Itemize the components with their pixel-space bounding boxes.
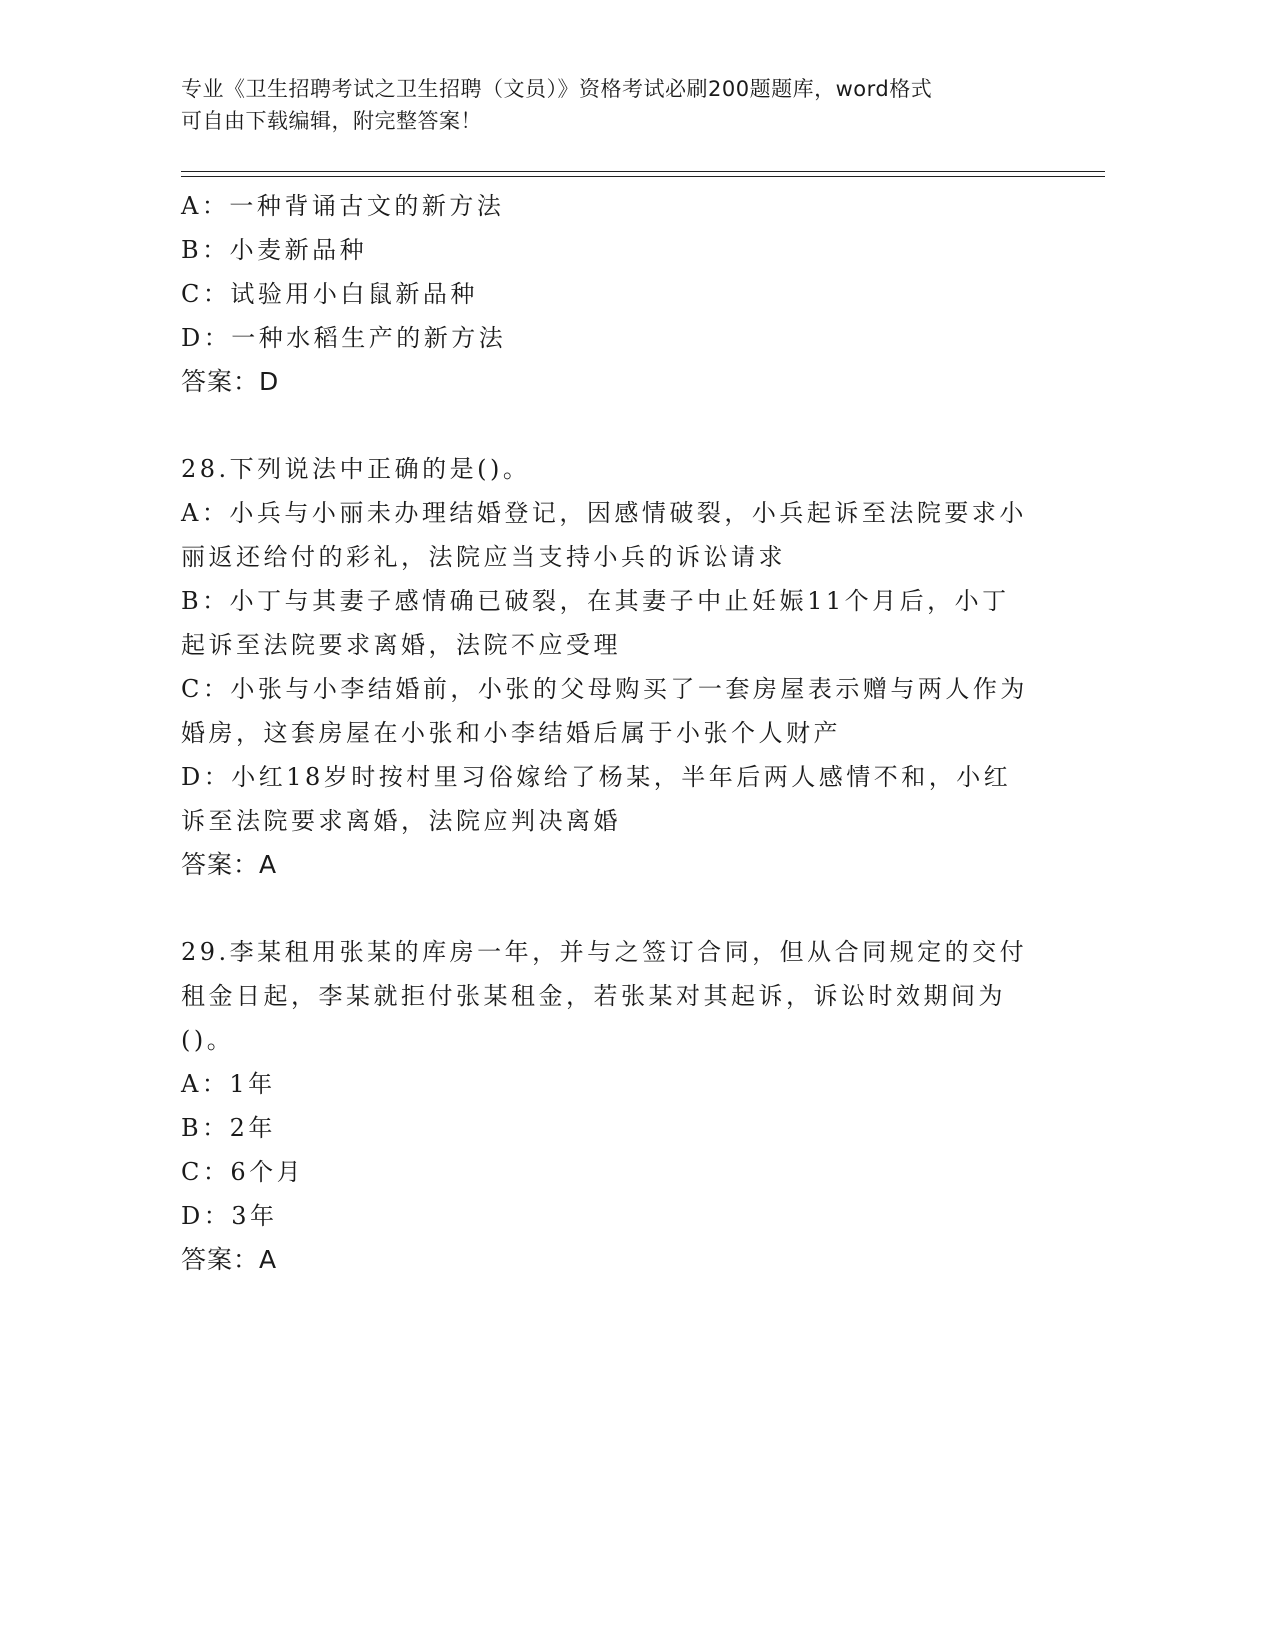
question-27-block (181, 184, 1041, 404)
q27-option-a: A：一种背诵古文的新方法 (181, 192, 505, 220)
q29-option-a: A：1年 (181, 1070, 276, 1098)
q28-option-a-line-2: 丽返还给付的彩礼，法院应当支持小兵的诉讼请求 (181, 543, 786, 571)
q29-question-line-3: ()。 (181, 1026, 235, 1054)
header-line-1: 专业《卫生招聘考试之卫生招聘（文员）》资格考试必刷200题题库，word格式 (181, 77, 933, 101)
q27-option-b: B：小麦新品种 (181, 236, 368, 264)
header-rule-top (181, 171, 1105, 172)
header-line-2: 可自由下载编辑，附完整答案！ (181, 109, 482, 133)
q29-question-line-1: 29.李某租用张某的库房一年，并与之签订合同，但从合同规定的交付 (181, 938, 1028, 966)
q27-option-c: C：试验用小白鼠新品种 (181, 280, 478, 308)
question-29-block (181, 930, 1041, 1282)
q28-answer: 答案：A (181, 850, 278, 879)
q29-option-d: D：3年 (181, 1202, 278, 1230)
q28-option-d-line-2: 诉至法院要求离婚，法院应判决离婚 (181, 807, 621, 835)
q28-option-c-line-2: 婚房，这套房屋在小张和小李结婚后属于小张个人财产 (181, 719, 841, 747)
document-body (181, 184, 1041, 1282)
q27-answer: 答案：D (181, 367, 280, 396)
spacer (181, 887, 1041, 930)
header-rule-bottom (181, 176, 1105, 177)
q27-option-d: D：一种水稻生产的新方法 (181, 324, 507, 352)
q28-option-c-line-1: C：小张与小李结婚前，小张的父母购买了一套房屋表示赠与两人作为 (181, 675, 1028, 703)
q29-option-b: B：2年 (181, 1114, 276, 1142)
q29-question-line-2: 租金日起，李某就拒付张某租金，若张某对其起诉，诉讼时效期间为 (181, 982, 1006, 1010)
q29-option-c: C：6个月 (181, 1158, 305, 1186)
document-header (181, 73, 1061, 137)
question-28-block (181, 447, 1041, 887)
q28-option-b-line-1: B：小丁与其妻子感情确已破裂，在其妻子中止妊娠11个月后，小丁 (181, 587, 1010, 615)
q28-option-b-line-2: 起诉至法院要求离婚，法院不应受理 (181, 631, 621, 659)
q28-option-d-line-1: D：小红18岁时按村里习俗嫁给了杨某，半年后两人感情不和，小红 (181, 763, 1012, 791)
q28-question: 28.下列说法中正确的是()。 (181, 455, 531, 483)
q29-answer: 答案：A (181, 1245, 278, 1274)
q28-option-a-line-1: A：小兵与小丽未办理结婚登记，因感情破裂，小兵起诉至法院要求小 (181, 499, 1027, 527)
spacer (181, 404, 1041, 447)
